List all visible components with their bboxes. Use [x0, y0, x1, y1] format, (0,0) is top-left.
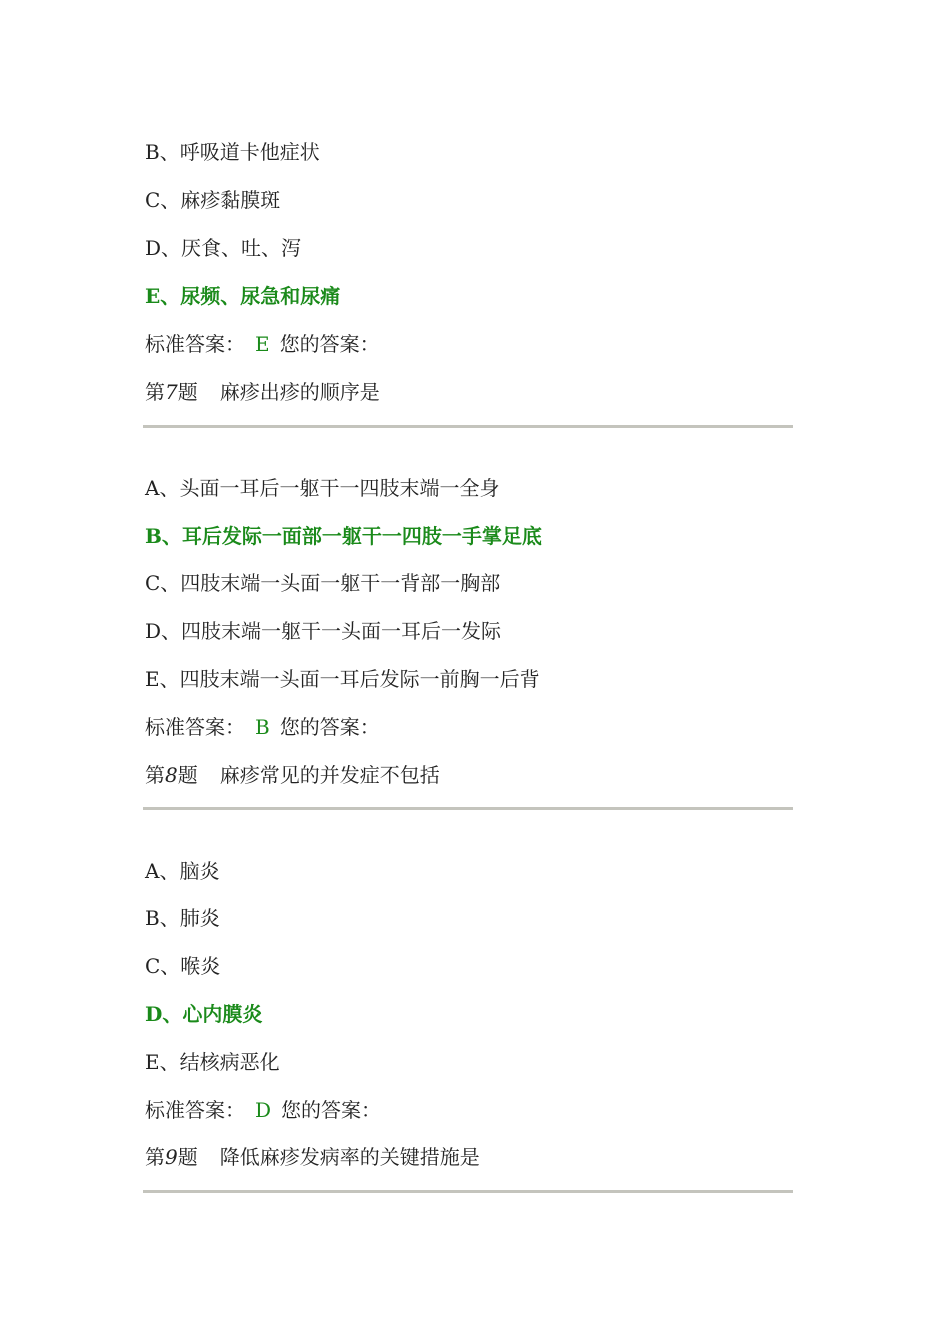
q7-title: 第7题 麻疹出疹的顺序是	[145, 380, 380, 404]
q8-option-c: C、喉炎	[145, 954, 221, 978]
your-answer-label: 您的答案：	[281, 1098, 382, 1122]
q6-option-c: C、麻疹黏膜斑	[145, 188, 281, 212]
answer-label: 标准答案：	[145, 1098, 245, 1122]
divider	[143, 1190, 793, 1193]
standard-answer: E	[255, 332, 270, 356]
q7-option-b-correct: B、耳后发际一面部一躯干一四肢一手掌足底	[145, 524, 542, 548]
q6-option-b: B、呼吸道卡他症状	[145, 140, 320, 164]
q7-option-e: E、四肢末端一头面一耳后发际一前胸一后背	[145, 667, 540, 691]
q8-answer-row	[145, 1097, 381, 1123]
q8-title: 第8题 麻疹常见的并发症不包括	[145, 763, 440, 787]
q8-option-b: B、肺炎	[145, 906, 220, 930]
question-number: 9	[165, 1145, 178, 1169]
divider	[143, 807, 793, 810]
q7-option-d: D、四肢末端一躯干一头面一耳后一发际	[145, 619, 502, 643]
divider	[143, 425, 793, 428]
question-number: 8	[165, 763, 178, 787]
answer-label: 标准答案：	[145, 715, 245, 739]
question-number: 7	[165, 380, 178, 404]
q7-option-c: C、四肢末端一头面一躯干一背部一胸部	[145, 571, 501, 595]
your-answer-label: 您的答案：	[279, 332, 380, 356]
q8-option-a: A、脑炎	[145, 859, 220, 883]
question-text: 麻疹常见的并发症不包括	[219, 763, 440, 787]
q9-title: 第9题 降低麻疹发病率的关键措施是	[145, 1145, 480, 1169]
q7-answer-row	[145, 714, 380, 740]
q6-option-d: D、厌食、吐、泻	[145, 236, 302, 260]
answer-label: 标准答案：	[145, 332, 245, 356]
standard-answer: B	[255, 715, 270, 739]
question-text: 降低麻疹发病率的关键措施是	[219, 1145, 480, 1169]
standard-answer: D	[255, 1098, 272, 1122]
question-text: 麻疹出疹的顺序是	[219, 380, 380, 404]
q8-option-e: E、结核病恶化	[145, 1050, 280, 1074]
q6-answer-row	[145, 331, 380, 357]
q6-option-e-correct: E、尿频、尿急和尿痛	[145, 284, 341, 308]
q8-option-d-correct: D、心内膜炎	[145, 1002, 263, 1026]
your-answer-label: 您的答案：	[279, 715, 380, 739]
q7-option-a: A、头面一耳后一躯干一四肢末端一全身	[145, 476, 500, 500]
